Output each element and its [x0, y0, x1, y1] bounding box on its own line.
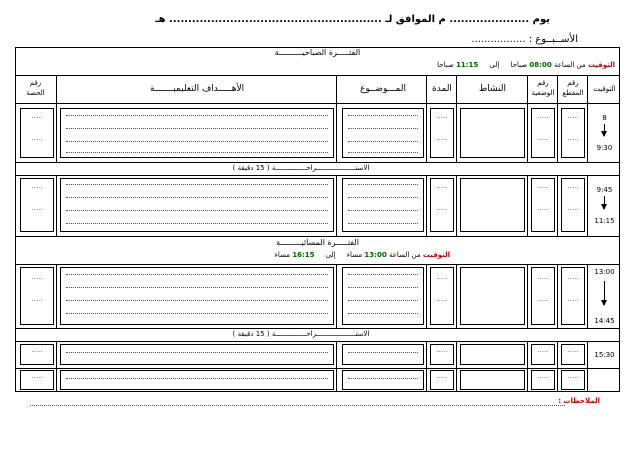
column-divider	[336, 75, 337, 162]
down-arrow-icon	[604, 124, 605, 136]
writing-dotted-line	[66, 287, 328, 288]
writing-dotted-line	[348, 184, 418, 185]
cell-frame	[460, 108, 525, 158]
week-line	[471, 34, 578, 45]
divider	[15, 175, 620, 176]
cell-placeholder-dots: .....	[31, 372, 43, 380]
cell-frame	[460, 370, 525, 390]
writing-dotted-line	[66, 197, 328, 198]
writing-dotted-line	[66, 223, 328, 224]
cell-frame	[342, 267, 424, 325]
column-divider	[527, 341, 528, 392]
column-divider	[456, 341, 457, 392]
row4-start-time: 15:30	[594, 351, 615, 359]
writing-dotted-line	[348, 141, 418, 142]
writing-dotted-line	[348, 128, 418, 129]
header-session-no-1: رقم	[29, 79, 42, 87]
writing-dotted-line	[348, 115, 418, 116]
column-divider	[56, 75, 57, 162]
column-divider	[56, 341, 57, 392]
evening-title: الفتـــــرة المسائيـــــــــة	[276, 238, 359, 247]
divider	[15, 264, 620, 265]
cell-placeholder-dots: .....	[31, 273, 43, 281]
cell-placeholder-dots: .....	[537, 273, 549, 281]
morning-from-label: من الساعة	[553, 61, 586, 69]
cell-frame	[60, 344, 334, 365]
evening-timing-label: التوقيت	[422, 251, 450, 259]
writing-dotted-line	[66, 274, 328, 275]
evening-to-label: إلى	[325, 251, 336, 259]
column-divider	[587, 75, 588, 162]
column-divider	[336, 264, 337, 328]
cell-placeholder-dots: .....	[537, 295, 549, 303]
header-segment-no-1: رقم	[567, 79, 579, 87]
row3-end-time: 14:45	[594, 317, 615, 325]
column-divider	[587, 264, 588, 328]
header-activity: النشاط	[478, 84, 507, 94]
down-arrow-icon	[604, 196, 605, 209]
morning-from-time: 08:00	[529, 61, 552, 69]
column-divider	[557, 75, 558, 162]
header-topic: المـــوضــوع	[360, 84, 406, 94]
header-duration: المدة	[432, 84, 452, 94]
morning-timing-label: التوقيت	[587, 61, 615, 69]
column-divider	[336, 175, 337, 236]
evening-from-label: من الساعة	[388, 251, 421, 259]
cell-placeholder-dots: .....	[537, 134, 549, 142]
column-divider	[426, 175, 427, 236]
notes-label: الملاحظات :	[558, 397, 600, 405]
header-situation-no-1: رقم	[537, 79, 549, 87]
cell-placeholder-dots: .....	[31, 295, 43, 303]
writing-dotted-line	[348, 300, 418, 301]
writing-dotted-line	[66, 378, 328, 379]
writing-dotted-line	[348, 274, 418, 275]
column-divider	[426, 75, 427, 162]
break-label: الاستـــــــــــــــــــراحـــــــــــــــة	[271, 164, 370, 172]
writing-dotted-line	[348, 152, 418, 153]
cell-placeholder-dots: .....	[31, 182, 43, 190]
writing-dotted-line	[66, 313, 328, 314]
cell-placeholder-dots: .....	[567, 372, 579, 380]
writing-dotted-line	[66, 115, 328, 116]
cell-placeholder-dots: .....	[567, 204, 579, 212]
writing-dotted-line	[66, 152, 328, 153]
writing-dotted-line	[348, 197, 418, 198]
break1-line	[15, 164, 587, 172]
cell-placeholder-dots: .....	[31, 134, 43, 142]
cell-placeholder-dots: .....	[537, 346, 549, 354]
header-session-no-2: الحصة	[26, 89, 45, 97]
cell-placeholder-dots: .....	[537, 204, 549, 212]
cell-frame	[460, 178, 525, 232]
day-blank: .....................	[449, 14, 530, 25]
column-divider	[527, 264, 528, 328]
break-label: الاستـــــــــــــــــــراحـــــــــــــــة	[271, 330, 370, 338]
cell-placeholder-dots: .....	[567, 273, 579, 281]
writing-dotted-line	[66, 128, 328, 129]
writing-dotted-line	[348, 352, 418, 353]
cell-placeholder-dots: .....	[436, 112, 448, 120]
writing-dotted-line	[348, 223, 418, 224]
divider	[15, 162, 620, 163]
column-divider	[557, 264, 558, 328]
day-label: يوم	[532, 14, 550, 25]
cell-placeholder-dots: .....	[567, 134, 579, 142]
cell-placeholder-dots: .....	[436, 372, 448, 380]
evening-to-time: 16:15	[292, 251, 315, 259]
cell-placeholder-dots: .....	[31, 112, 43, 120]
column-divider	[56, 175, 57, 236]
cell-frame	[342, 370, 424, 390]
divider	[15, 368, 620, 369]
evening-from-time: 13:00	[364, 251, 387, 259]
header-segment-no-2: المقطع	[562, 89, 584, 97]
cell-placeholder-dots: .....	[436, 182, 448, 190]
header-time: التوقيت	[593, 85, 616, 93]
agreement-blank: ........................................................	[169, 14, 382, 25]
morning-from-suffix: صباحا	[510, 61, 528, 69]
writing-dotted-line	[348, 378, 418, 379]
writing-dotted-line	[66, 184, 328, 185]
cell-frame	[60, 267, 334, 325]
column-divider	[587, 175, 588, 236]
writing-dotted-line	[348, 313, 418, 314]
down-arrow-icon	[604, 281, 605, 305]
column-divider	[557, 175, 558, 236]
writing-dotted-line	[66, 352, 328, 353]
writing-dotted-line	[348, 287, 418, 288]
writing-dotted-line	[66, 210, 328, 211]
day-date-line	[155, 14, 550, 25]
agreement-label: م الموافق لـ	[385, 14, 446, 25]
writing-dotted-line	[66, 141, 328, 142]
morning-to-time: 11:15	[456, 61, 479, 69]
column-divider	[426, 341, 427, 392]
cell-frame	[460, 267, 525, 325]
cell-placeholder-dots: .....	[31, 346, 43, 354]
morning-timing-line	[437, 61, 615, 69]
cell-placeholder-dots: .....	[537, 372, 549, 380]
cell-placeholder-dots: .....	[436, 204, 448, 212]
notes-line	[558, 397, 600, 405]
writing-dotted-line	[66, 300, 328, 301]
break-duration: ( 15 دقيقة )	[232, 164, 270, 172]
week-blank: .................	[471, 34, 526, 45]
week-label: الأســبــوع :	[528, 34, 578, 45]
divider	[15, 75, 620, 76]
morning-title: الفتـــــرة الصباحيــــــــــة	[274, 48, 361, 57]
cell-placeholder-dots: .....	[567, 112, 579, 120]
column-divider	[527, 75, 528, 162]
column-divider	[456, 75, 457, 162]
header-situation-no-2: الوضعية	[531, 89, 555, 97]
cell-placeholder-dots: .....	[567, 346, 579, 354]
writing-dotted-line	[348, 210, 418, 211]
column-divider	[557, 341, 558, 392]
cell-placeholder-dots: .....	[567, 295, 579, 303]
column-divider	[456, 264, 457, 328]
column-divider	[426, 264, 427, 328]
divider	[15, 236, 620, 237]
morning-to-suffix: صباحا	[437, 61, 454, 69]
hijri-suffix: هـ	[155, 14, 166, 25]
divider	[15, 103, 620, 104]
evening-from-suffix: مساء	[346, 251, 363, 259]
divider	[15, 341, 620, 342]
column-divider	[527, 175, 528, 236]
notes-dotted-line	[30, 405, 565, 406]
row3-start-time: 13:00	[594, 268, 615, 276]
cell-placeholder-dots: .....	[537, 112, 549, 120]
column-divider	[587, 341, 588, 392]
morning-to-label: إلى	[489, 61, 500, 69]
evening-timing-line	[275, 251, 450, 259]
cell-placeholder-dots: .....	[436, 346, 448, 354]
cell-frame	[460, 344, 525, 365]
cell-placeholder-dots: .....	[567, 182, 579, 190]
row1-end-time: 9:30	[596, 144, 613, 152]
cell-frame	[60, 370, 334, 390]
row2-end-time: 11:15	[594, 217, 615, 225]
cell-frame	[342, 344, 424, 365]
evening-to-suffix: مساء	[274, 251, 291, 259]
column-divider	[56, 264, 57, 328]
column-divider	[336, 341, 337, 392]
divider	[15, 328, 620, 329]
break2-line	[15, 330, 587, 338]
row2-start-time: 9:45	[596, 186, 613, 194]
cell-placeholder-dots: .....	[436, 134, 448, 142]
header-objectives: الأهـــــداف التعليميـــــــة	[149, 84, 245, 94]
break-duration: ( 15 دقيقة )	[232, 330, 270, 338]
column-divider	[456, 175, 457, 236]
row1-start-time: 8	[602, 114, 607, 122]
cell-placeholder-dots: .....	[436, 295, 448, 303]
cell-placeholder-dots: .....	[31, 204, 43, 212]
cell-placeholder-dots: .....	[537, 182, 549, 190]
cell-placeholder-dots: .....	[436, 273, 448, 281]
